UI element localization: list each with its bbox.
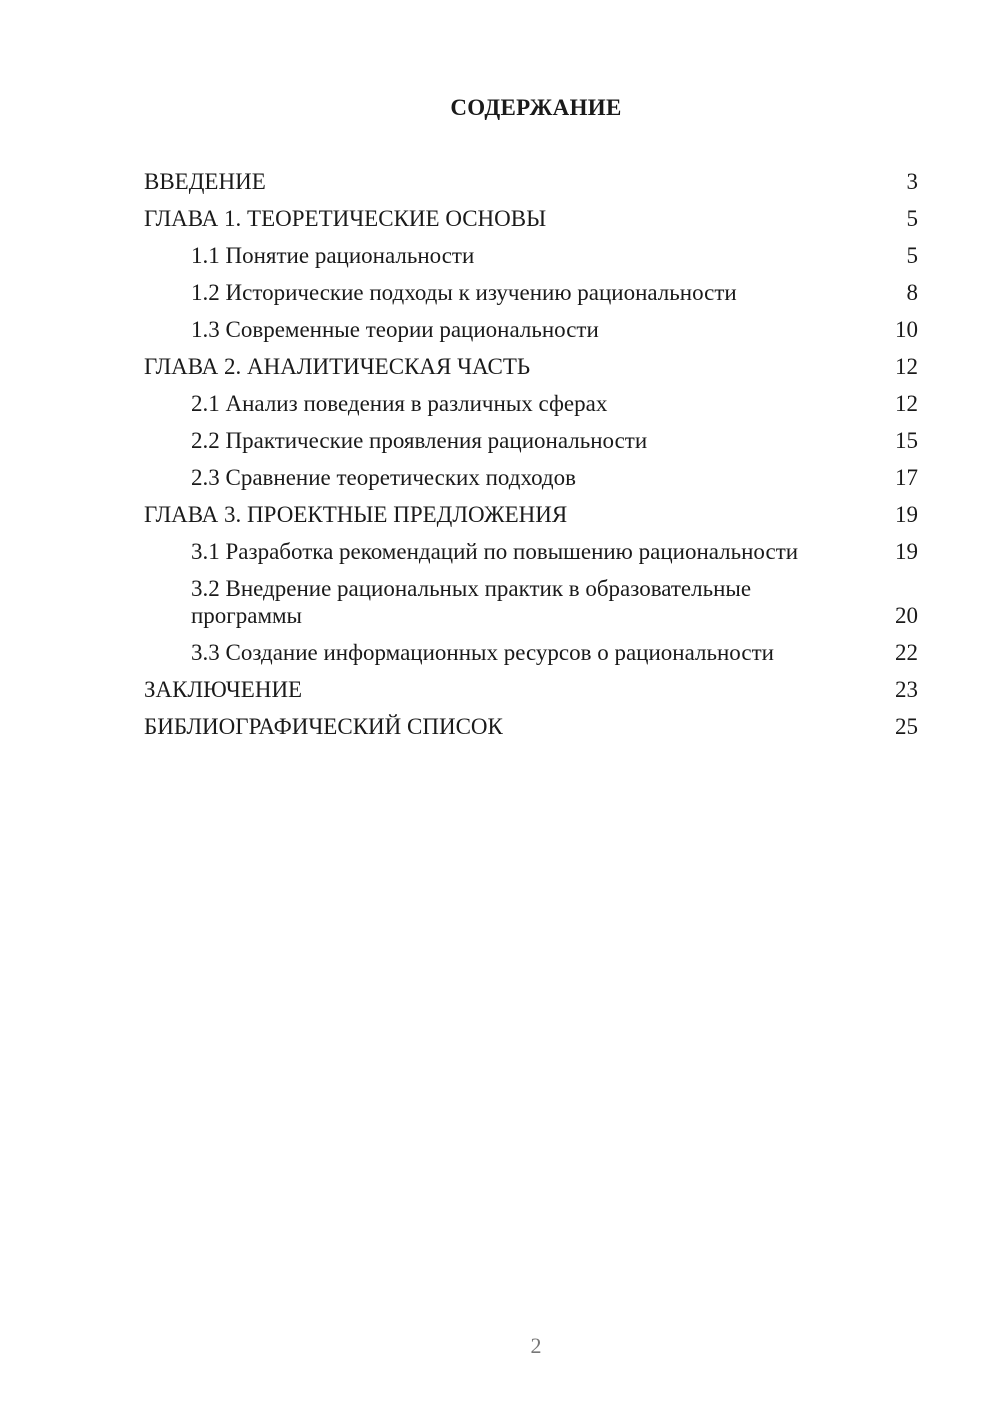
toc-entry-label: ГЛАВА 1. ТЕОРЕТИЧЕСКИЕ ОСНОВЫ <box>144 206 547 231</box>
toc-entry-label: 3.3 Создание информационных ресурсов о рациональности <box>191 640 774 665</box>
toc-entry-page: 8 <box>906 280 918 305</box>
toc-entry-introduction[interactable] <box>144 168 918 195</box>
toc-entry-page: 25 <box>895 714 918 739</box>
toc-entry-chapter-3[interactable] <box>144 501 918 528</box>
toc-entry-label: 1.1 Понятие рациональности <box>191 243 475 268</box>
toc-entry-label: 2.3 Сравнение теоретических подходов <box>191 465 576 490</box>
toc-entry-page: 5 <box>906 243 918 268</box>
toc-entry-section-2-2[interactable] <box>144 427 918 454</box>
toc-entry-page: 3 <box>906 169 918 194</box>
toc-entry-bibliography[interactable] <box>144 713 918 740</box>
toc-entry-section-1-2[interactable] <box>144 279 918 306</box>
toc-entry-page: 19 <box>895 502 918 527</box>
toc-entry-page: 22 <box>895 640 918 665</box>
toc-entry-label: ГЛАВА 2. АНАЛИТИЧЕСКАЯ ЧАСТЬ <box>144 354 531 379</box>
toc-entry-section-1-3[interactable] <box>144 316 918 343</box>
toc-entry-label: 1.2 Исторические подходы к изучению рациональности <box>191 280 737 305</box>
toc-entry-section-2-1[interactable] <box>144 390 918 417</box>
toc-entry-section-2-3[interactable] <box>144 464 918 491</box>
toc-entry-label: ВВЕДЕНИЕ <box>144 169 266 194</box>
toc-entry-chapter-2[interactable] <box>144 353 918 380</box>
toc-entry-section-3-2[interactable] <box>144 575 918 629</box>
toc-entry-page: 23 <box>895 677 918 702</box>
toc-entry-label: ГЛАВА 3. ПРОЕКТНЫЕ ПРЕДЛОЖЕНИЯ <box>144 502 568 527</box>
table-of-contents <box>144 168 918 750</box>
toc-entry-page: 15 <box>895 428 918 453</box>
toc-entry-chapter-1[interactable] <box>144 205 918 232</box>
toc-entry-page: 12 <box>895 354 918 379</box>
toc-entry-page: 19 <box>895 539 918 564</box>
toc-entry-section-1-1[interactable] <box>144 242 918 269</box>
page-title: СОДЕРЖАНИЕ <box>450 95 622 120</box>
toc-entry-page: 5 <box>906 206 918 231</box>
toc-entry-page: 17 <box>895 465 918 490</box>
toc-entry-label: 2.2 Практические проявления рациональности <box>191 428 648 453</box>
toc-entry-page: 12 <box>895 391 918 416</box>
toc-entry-section-3-1[interactable] <box>144 538 918 565</box>
toc-entry-conclusion[interactable] <box>144 676 918 703</box>
toc-entry-label: 2.1 Анализ поведения в различных сферах <box>191 391 608 416</box>
toc-entry-page: 20 <box>895 603 918 628</box>
toc-entry-label: 3.2 Внедрение рациональных практик в образовательные программы <box>191 576 752 628</box>
toc-entry-label: ЗАКЛЮЧЕНИЕ <box>144 677 303 702</box>
toc-entry-section-3-3[interactable] <box>144 639 918 666</box>
toc-entry-label: БИБЛИОГРАФИЧЕСКИЙ СПИСОК <box>144 714 503 739</box>
toc-entry-label: 3.1 Разработка рекомендаций по повышению рациональности <box>191 539 799 564</box>
toc-entry-page: 10 <box>895 317 918 342</box>
toc-entry-label: 1.3 Современные теории рациональности <box>191 317 599 342</box>
page-number: 2 <box>530 1333 542 1358</box>
